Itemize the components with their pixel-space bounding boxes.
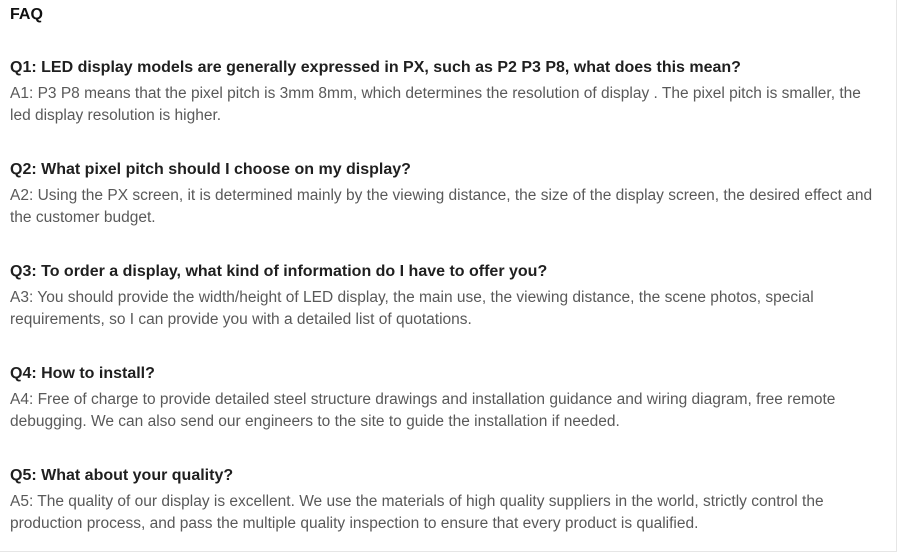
faq-answer: A3: You should provide the width/height of LED display, the main use, the viewing distance, the scene photos, special requirements, so I can provide you with a detailed list of quotations. <box>10 289 814 328</box>
faq-answer: A5: The quality of our display is excellent. We use the materials of high quality suppliers in the world, strictly control the production process, and pass the multiple quality inspection to ensure that every product is qualified. <box>10 493 824 532</box>
faq-question: Q3: To order a display, what kind of information do I have to offer you? <box>10 263 548 280</box>
faq-section-title: FAQ <box>10 6 43 23</box>
faq-question: Q5: What about your quality? <box>10 467 234 484</box>
faq-question: Q2: What pixel pitch should I choose on my display? <box>10 161 411 178</box>
faq-item <box>10 159 882 229</box>
faq-item <box>10 57 882 127</box>
faq-answer: A1: P3 P8 means that the pixel pitch is 3mm 8mm, which determines the resolution of display . The pixel pitch is smaller, the led display resolution is higher. <box>10 85 861 124</box>
faq-question: Q1: LED display models are generally expressed in PX, such as P2 P3 P8, what does this mean? <box>10 59 741 76</box>
faq-answer: A2: Using the PX screen, it is determined mainly by the viewing distance, the size of the display screen, the desired effect and the customer budget. <box>10 187 873 226</box>
faq-answer: A4: Free of charge to provide detailed steel structure drawings and installation guidance and wiring diagram, free remote debugging. We can also send our engineers to the site to guide the installation if needed. <box>10 391 836 430</box>
faq-item <box>10 363 882 433</box>
faq-question: Q4: How to install? <box>10 365 155 382</box>
faq-item <box>10 261 882 331</box>
faq-list <box>10 57 882 535</box>
